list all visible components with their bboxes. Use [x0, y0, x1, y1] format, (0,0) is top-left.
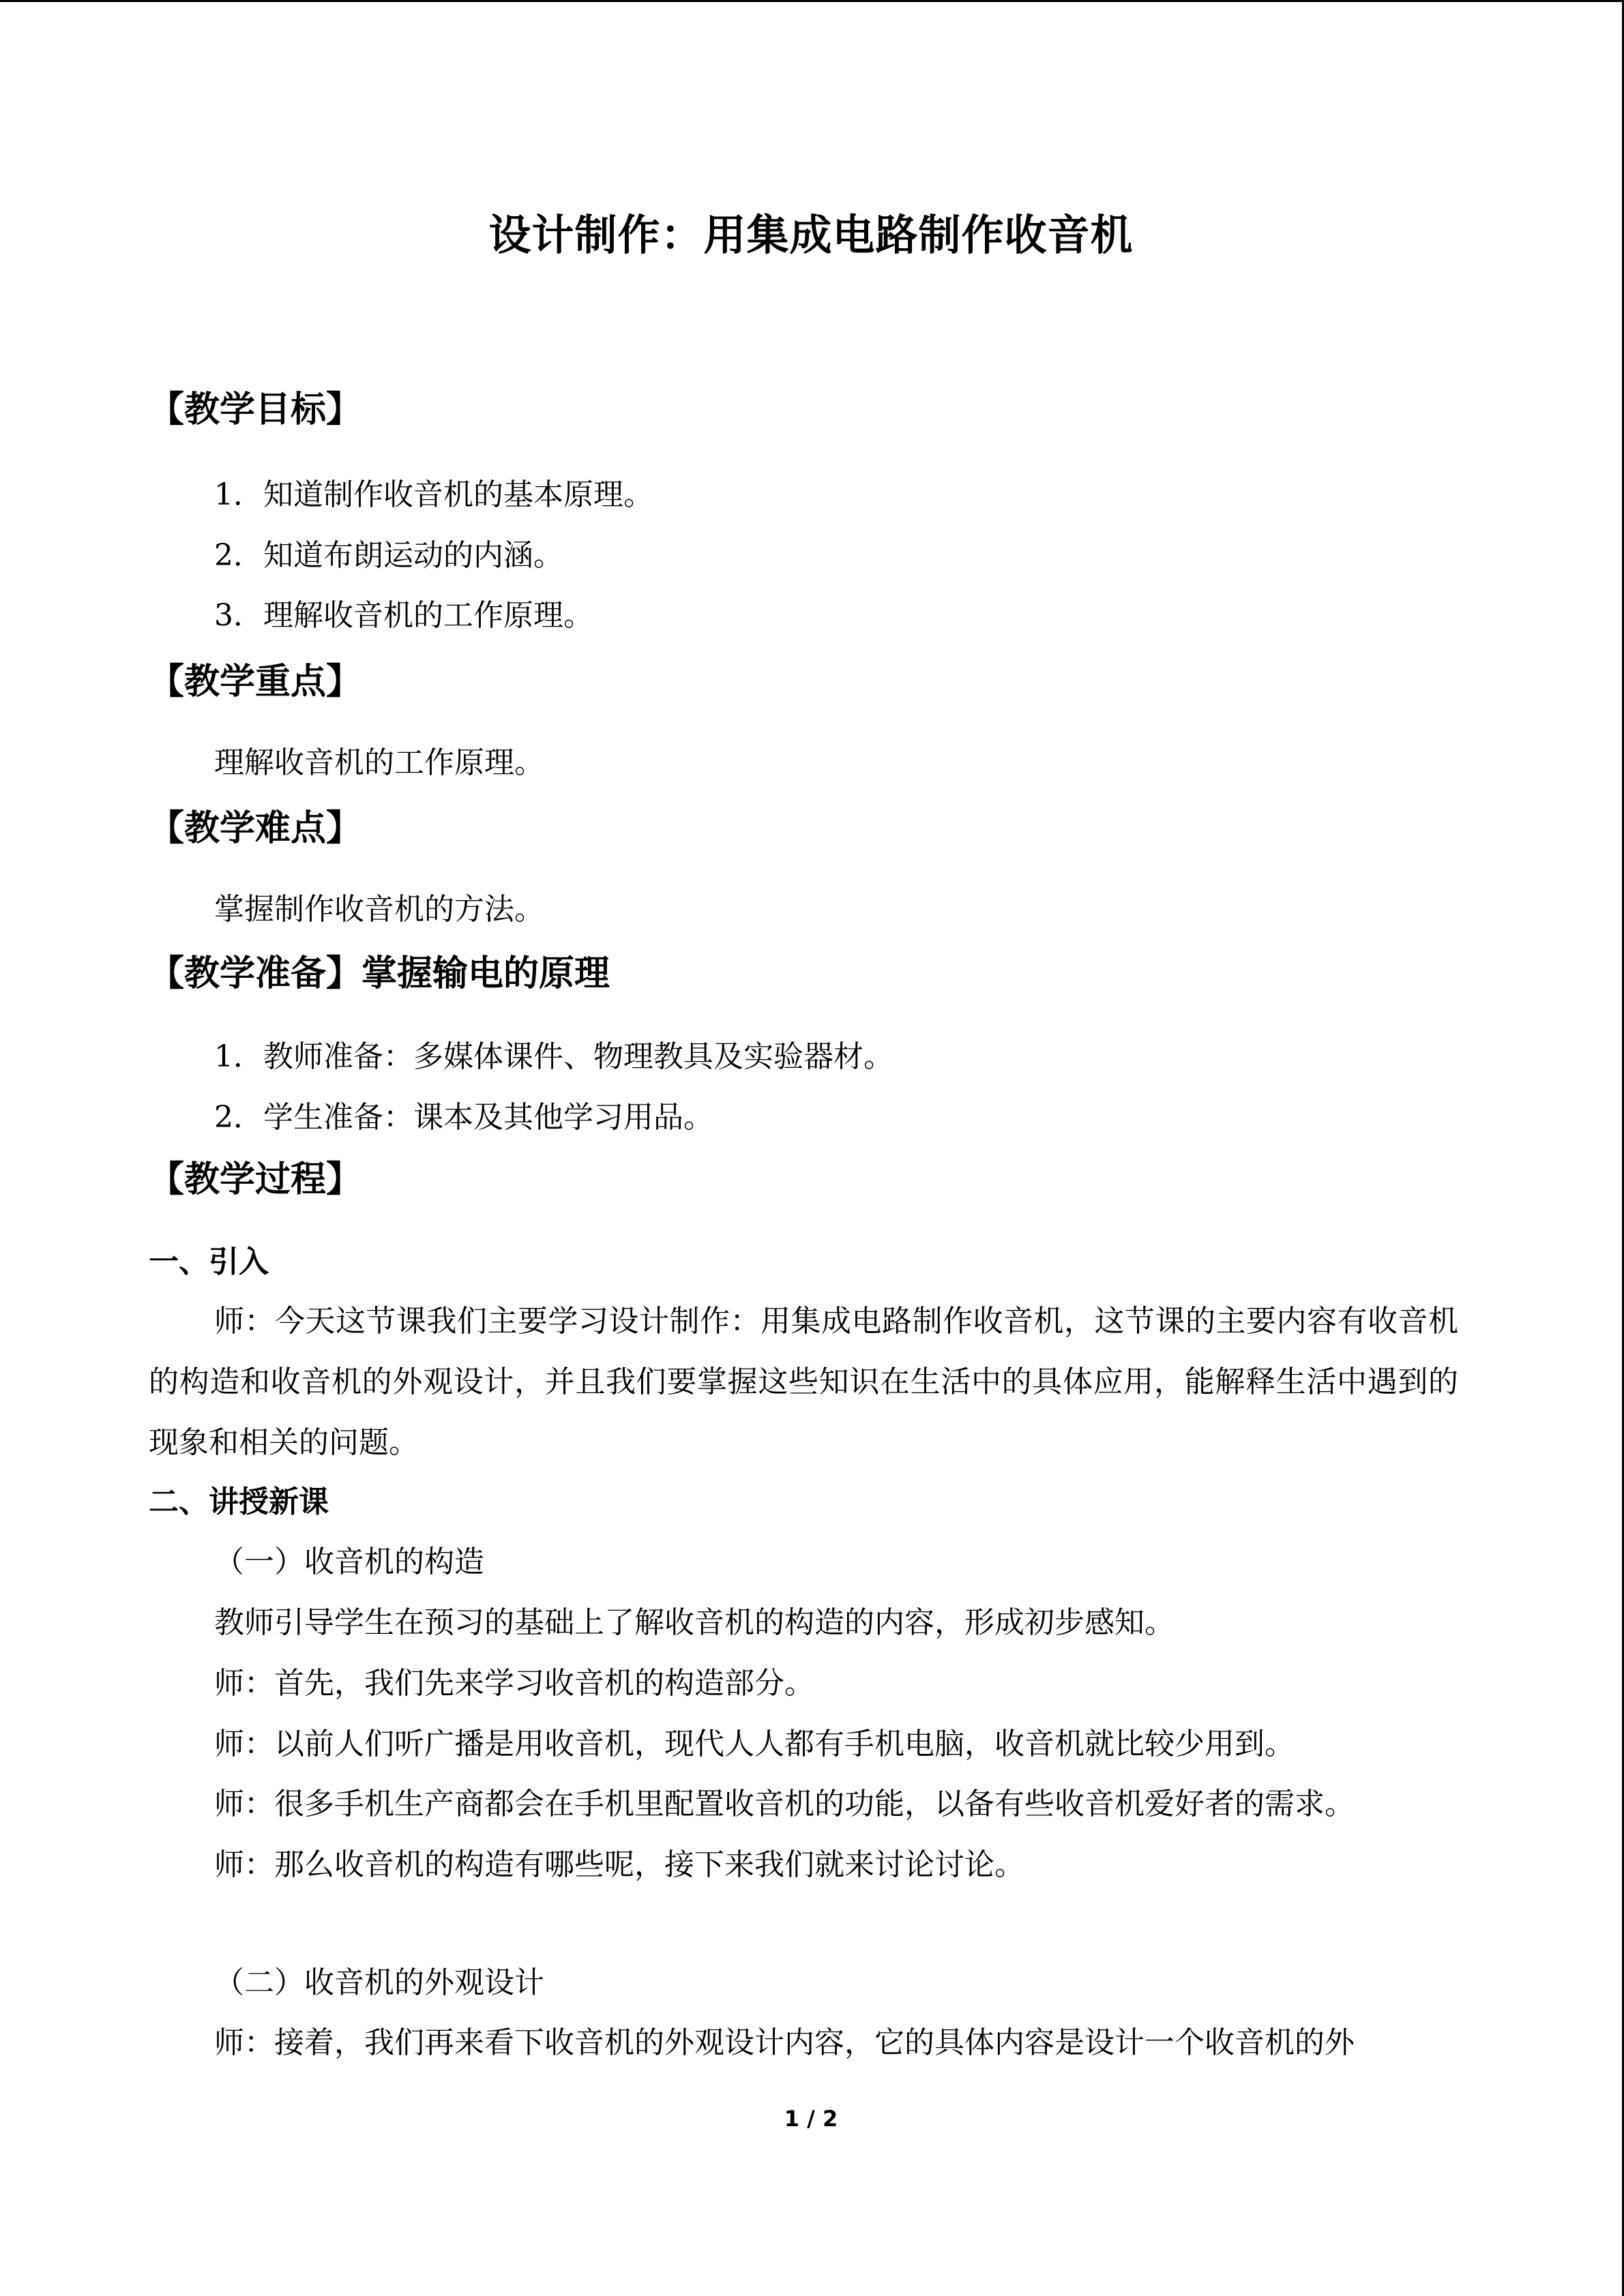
part1-line: 师：以前人们听广播是用收音机，现代人人都有手机电脑，收音机就比较少用到。 [214, 1727, 1295, 1761]
objective-item: 2．知道布朗运动的内涵。 [214, 538, 563, 573]
part1-heading: （一）收音机的构造 [214, 1545, 484, 1579]
document-title: 设计制作：用集成电路制作收音机 [488, 210, 1134, 260]
objective-item: 1．知道制作收音机的基本原理。 [214, 477, 653, 512]
preparation-item: 1．教师准备：多媒体课件、物理教具及实验器材。 [214, 1039, 894, 1074]
objectives-heading: 【教学目标】 [149, 389, 362, 430]
new-lesson-heading: 二、讲授新课 [149, 1485, 329, 1519]
part1-line: 师：那么收音机的构造有哪些呢，接下来我们就来讨论讨论。 [214, 1847, 1024, 1882]
part2-heading: （二）收音机的外观设计 [214, 1965, 544, 2000]
process-heading: 【教学过程】 [149, 1159, 362, 1200]
part2-line: 师：接着，我们再来看下收音机的外观设计内容，它的具体内容是设计一个收音机的外 [214, 2025, 1355, 2060]
difficulties-text: 掌握制作收音机的方法。 [214, 892, 544, 927]
key-points-text: 理解收音机的工作原理。 [214, 745, 544, 780]
part1-line: 教师引导学生在预习的基础上了解收音机的构造的内容，形成初步感知。 [214, 1605, 1175, 1640]
key-points-heading: 【教学重点】 [149, 661, 362, 702]
intro-heading: 一、引入 [149, 1244, 269, 1279]
difficulties-heading: 【教学难点】 [149, 808, 362, 849]
intro-paragraph: 师：今天这节课我们主要学习设计制作：用集成电路制作收音机，这节课的主要内容有收音机的构造和收音机的外观设计，并且我们要掌握这些知识在生活中的具体应用，能解释生活中遇到的现象和相关的问题。 [149, 1304, 1458, 1460]
part1-line: 师：很多手机生产商都会在手机里配置收音机的功能，以备有些收音机爱好者的需求。 [214, 1787, 1355, 1821]
objective-item: 3．理解收音机的工作原理。 [214, 598, 593, 633]
preparation-heading: 【教学准备】掌握输电的原理 [149, 953, 610, 994]
preparation-item: 2．学生准备：课本及其他学习用品。 [214, 1100, 713, 1135]
page-number: 1 / 2 [784, 2106, 838, 2132]
part1-line: 师：首先，我们先来学习收音机的构造部分。 [214, 1666, 814, 1701]
